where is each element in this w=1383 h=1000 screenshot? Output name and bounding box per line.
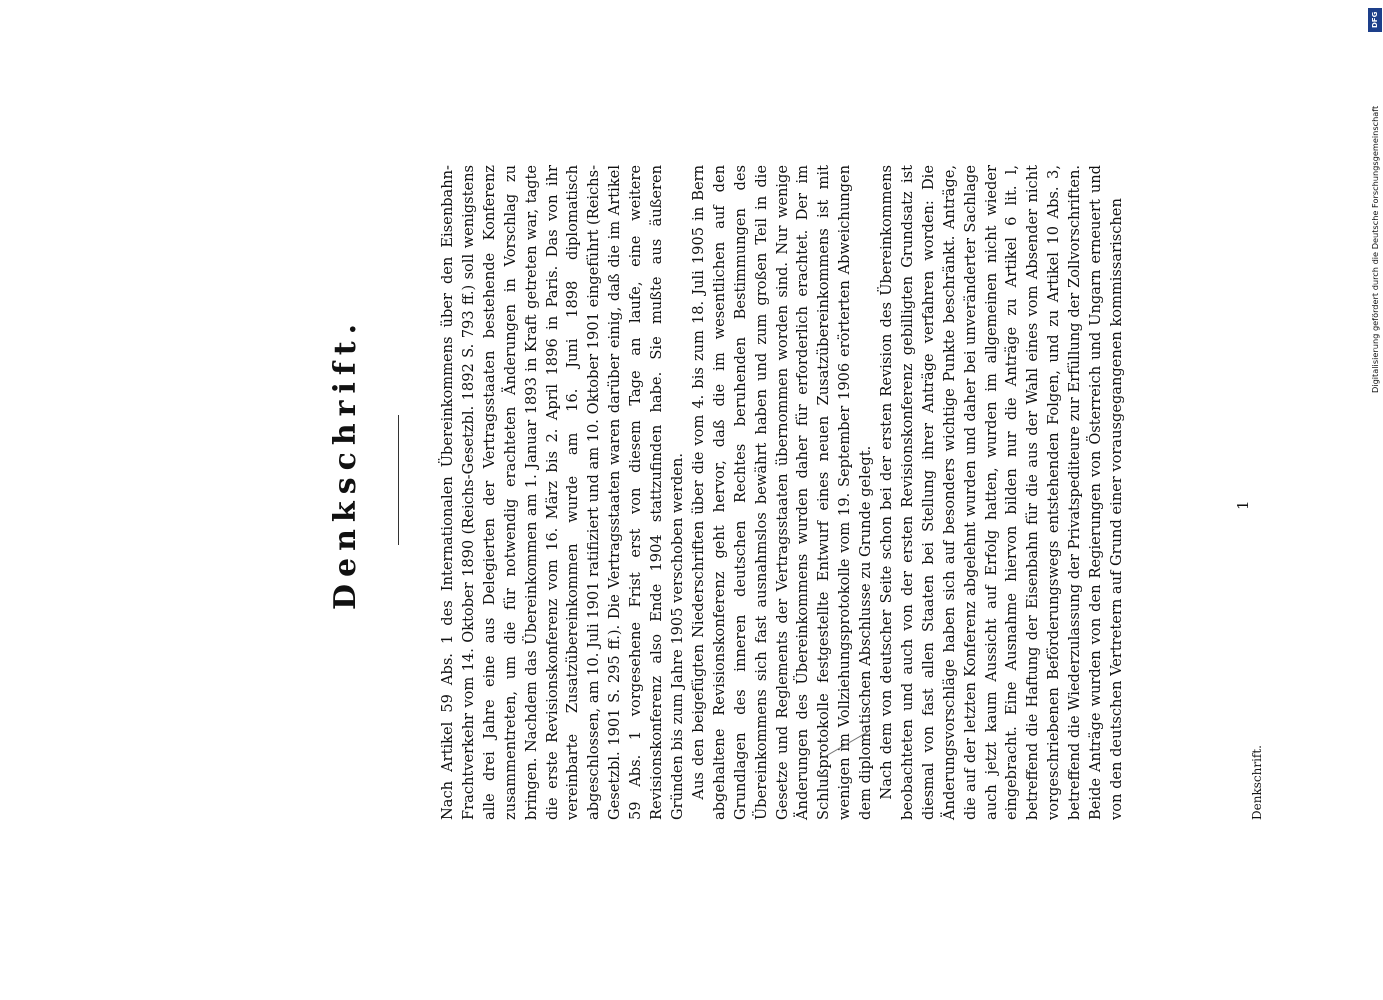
digitization-credit-strip (1368, 8, 1382, 393)
dfg-logo: DFG (1368, 8, 1382, 32)
paragraph-2: Aus den beigefügten Niederschriften über die vom 4. bis zum 18. Juli 1905 in Bern abgehaltene Revisionskonferenz geht hervor, daß die im wesentlichen auf den Grundlagen des inneren deutschen Rechtes beruhenden Bestimmungen des Übereinkommens sich fast ausnahmslos bewährt haben und zum großen Teil in die Gesetze und Reglements der Vertragsstaaten übernommen worden sind. Nur wenige Änderungen des Übereinkommens wurden daher für erforderlich erachtet. Der im Schlußprotokolle festgestellte Entwurf eines neuen Zusatzübereinkommens ist mit wenigen im Vollziehungsprotokolle vom 19. September 1906 erörterten Abweichungen dem diplomatischen Abschlusse zu Grunde gelegt. (689, 165, 875, 820)
document-title: Denkschrift. (328, 316, 363, 610)
page-footer (1234, 165, 1272, 820)
document-body (438, 165, 1128, 820)
funding-credit: Digitalisierung gefördert durch die Deutsche Forschungsgemeinschaft (1370, 105, 1380, 393)
footer-note: Denkschrift. (1250, 745, 1264, 820)
paragraph-1: Nach Artikel 59 Abs. 1 des Internationalen Übereinkommens über den Eisenbahn-Frachtverkehr vom 14. Oktober 1890 (Reichs-Gesetzbl. 1892 S. 793 ff.) soll wenigstens alle drei Jahre eine aus Delegierten der Vertragsstaaten bestehende Konferenz zusammentreten, um die für notwendig erachteten Änderungen in Vorschlag zu bringen. Nachdem das Übereinkommen am 1. Januar 1893 in Kraft getreten war, tagte die erste Revisionskonferenz vom 16. März bis 2. April 1896 in Paris. Das von ihr vereinbarte Zusatzübereinkommen wurde am 16. Juni 1898 diplomatisch abgeschlossen, am 10. Juli 1901 ratifiziert und am 10. Oktober 1901 eingeführt (Reichs-Gesetzbl. 1901 S. 295 ff.). Die Vertragsstaaten waren darüber einig, daß die im Artikel 59 Abs. 1 vorgesehene Frist erst von diesem Tage an laufe, eine weitere Revisionskonferenz also Ende 1904 stattzufinden habe. Sie mußte aus äußeren Gründen bis zum Jahre 1905 verschoben werden. (439, 165, 686, 820)
title-divider (398, 415, 399, 545)
paragraph-3: Nach dem von deutscher Seite schon bei der ersten Revision des Übereinkommens beobachteten und auch von der ersten Revisionskonferenz gebilligten Grundsatz ist diesmal von fast allen Staaten bei Stellung ihrer Anträge verfahren worden: Die Änderungsvorschläge haben sich auf besonders wichtige Punkte beschränkt. Anträge, die auf der letzten Konferenz abgelehnt wurden und daher bei unveränderter Sachlage auch jetzt kaum Aussicht auf Erfolg hatten, wurden im allgemeinen nicht wieder eingebracht. Eine Ausnahme hiervon bilden nur die Anträge zu Artikel 6 lit. l, betreffend die Haftung der Eisenbahn für die aus der Wahl eines vom Absender nicht vorgeschriebenen Beförderungswegs entstehenden Folgen, und zu Artikel 10 Abs. 3, betreffend die Wiederzulassung der Privatspediteure zur Erfüllung der Zollvorschriften. Beide Anträge wurden von den Regierungen von Österreich und Ungarn erneuert und von den deutschen Vertretern auf Grund einer vorausgegangenen kommissarischen (878, 165, 1125, 820)
page-number: 1 (1234, 500, 1252, 510)
